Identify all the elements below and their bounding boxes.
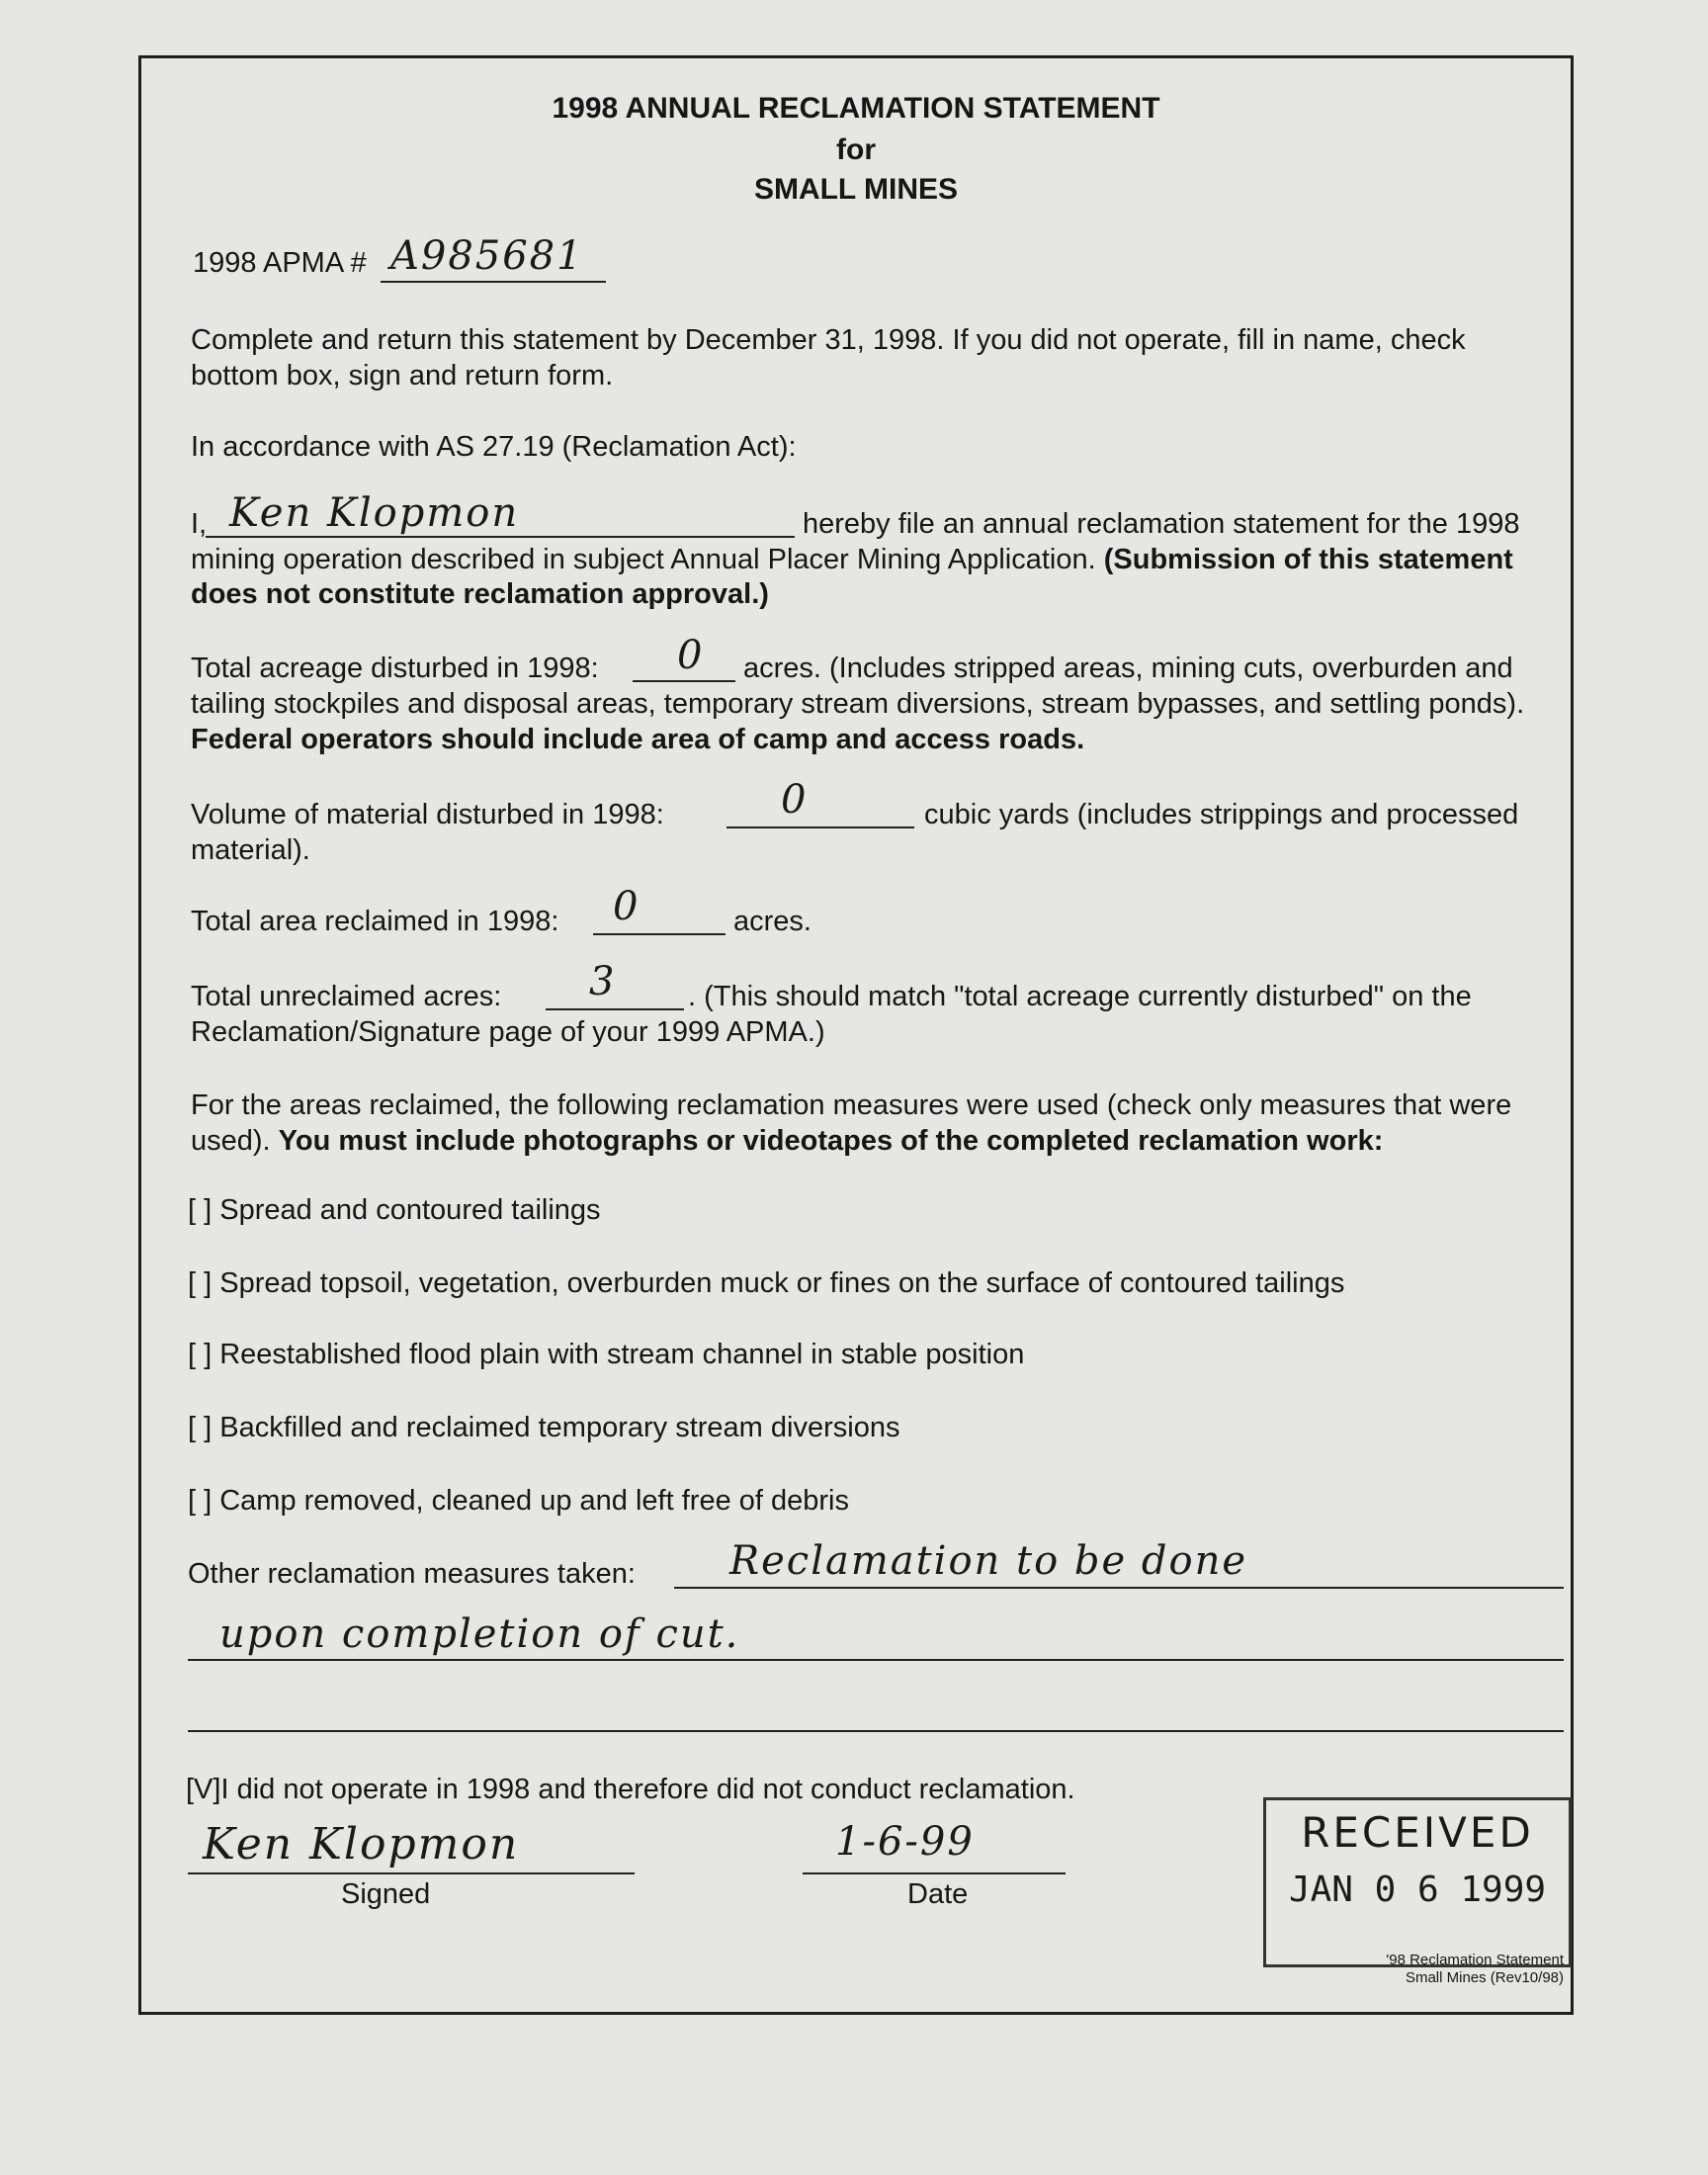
acreage-line1-rest: acres. (Includes stripped areas, mining cuts, overburden and: [743, 652, 1513, 684]
other-measures-underline-2: [188, 1659, 1564, 1661]
volume-underline: [726, 826, 914, 828]
received-stamp: [1263, 1797, 1572, 1967]
instructions-line1: Complete and return this statement by December 31, 1998. If you did not operate, fill in name, check: [191, 324, 1466, 356]
measures-intro-line2: [191, 1123, 1383, 1159]
received-stamp-title: RECEIVED: [1301, 1808, 1534, 1857]
acreage-line3-bold: Federal operators should include area of camp and access roads.: [191, 724, 1085, 755]
signature-value[interactable]: Ken Klopmon: [203, 1819, 520, 1870]
form-title-line2: for: [836, 133, 876, 166]
filer-prefix: I,: [191, 508, 208, 540]
date-label: Date: [907, 1878, 969, 1910]
acreage-underline: [633, 680, 735, 682]
accordance-text: In accordance with AS 27.19 (Reclamation Act):: [191, 431, 797, 463]
signature-label: Signed: [341, 1878, 431, 1910]
filer-line2: [191, 542, 1513, 577]
measure-item-flood-plain[interactable]: [ ] Reestablished flood plain with stream channel in stable position: [188, 1339, 1025, 1370]
filer-name[interactable]: Ken Klopmon: [229, 490, 520, 536]
filer-line1-rest: hereby file an annual reclamation statement for the 1998: [803, 508, 1520, 540]
signature-underline: [188, 1872, 635, 1874]
volume-line2: material).: [191, 834, 310, 866]
filer-name-underline: [206, 536, 795, 538]
apma-value[interactable]: A985681: [390, 233, 584, 279]
acreage-label: Total acreage disturbed in 1998:: [191, 652, 599, 684]
apma-label: 1998 APMA #: [193, 247, 367, 279]
measures-intro-bold: You must include photographs or videotapes of the completed reclamation work:: [278, 1125, 1384, 1157]
reclaimed-underline: [593, 933, 726, 935]
measure-item-spread-topsoil[interactable]: [ ] Spread topsoil, vegetation, overburden muck or fines on the surface of contoured tailings: [188, 1267, 1345, 1299]
measures-intro-normal: used).: [191, 1125, 271, 1157]
measures-intro-line1: For the areas reclaimed, the following reclamation measures were used (check only measures that were: [191, 1089, 1512, 1121]
unreclaimed-label: Total unreclaimed acres:: [191, 981, 502, 1012]
measure-item-camp-removed[interactable]: [ ] Camp removed, cleaned up and left free of debris: [188, 1485, 849, 1517]
unreclaimed-line2: Reclamation/Signature page of your 1999 APMA.): [191, 1016, 825, 1048]
other-measures-underline-1: [674, 1587, 1564, 1589]
volume-line1-rest: cubic yards (includes strippings and processed: [924, 799, 1519, 830]
other-measures-line2[interactable]: upon completion of cut.: [219, 1611, 740, 1657]
date-value[interactable]: 1-6-99: [835, 1819, 975, 1865]
form-title-line3: SMALL MINES: [753, 173, 959, 206]
filer-line3-bold: does not constitute reclamation approval.): [191, 578, 769, 610]
measure-item-backfilled[interactable]: [ ] Backfilled and reclaimed temporary stream diversions: [188, 1412, 900, 1443]
did-not-operate-text: I did not operate in 1998 and therefore did not conduct reclamation.: [220, 1774, 1075, 1805]
did-not-operate-checkbox[interactable]: [V]: [186, 1774, 221, 1805]
unreclaimed-line1-rest: . (This should match "total acreage currently disturbed" on the: [688, 981, 1472, 1012]
received-stamp-date: JAN 0 6 1999: [1288, 1870, 1547, 1910]
did-not-operate-row: [186, 1772, 1075, 1807]
filer-line2-normal: mining operation described in subject Annual Placer Mining Application.: [191, 544, 1096, 575]
apma-underline: [381, 281, 606, 283]
date-underline: [803, 1872, 1066, 1874]
reclaimed-unit: acres.: [733, 906, 811, 937]
volume-value[interactable]: 0: [781, 777, 809, 823]
unreclaimed-underline: [546, 1008, 684, 1010]
unreclaimed-value[interactable]: 3: [589, 959, 617, 1004]
reclaimed-value[interactable]: 0: [613, 884, 640, 929]
reclaimed-label: Total area reclaimed in 1998:: [191, 906, 559, 937]
volume-label: Volume of material disturbed in 1998:: [191, 799, 664, 830]
form-title-line1: 1998 ANNUAL RECLAMATION STATEMENT: [552, 92, 1160, 125]
acreage-value[interactable]: 0: [677, 633, 705, 678]
acreage-line2: tailing stockpiles and disposal areas, temporary stream diversions, stream bypasses, and settling ponds).: [191, 688, 1525, 720]
footer-line2: Small Mines (Rev10/98): [1405, 1969, 1564, 1986]
measure-item-spread-tailings[interactable]: [ ] Spread and contoured tailings: [188, 1194, 601, 1226]
other-measures-label: Other reclamation measures taken:: [188, 1558, 636, 1590]
footer-line1: '98 Reclamation Statement: [1386, 1952, 1564, 1968]
other-measures-line1[interactable]: Reclamation to be done: [729, 1538, 1248, 1584]
filer-line2-bold: (Submission of this statement: [1103, 544, 1513, 575]
other-measures-underline-3: [188, 1730, 1564, 1732]
instructions-line2: bottom box, sign and return form.: [191, 360, 614, 392]
